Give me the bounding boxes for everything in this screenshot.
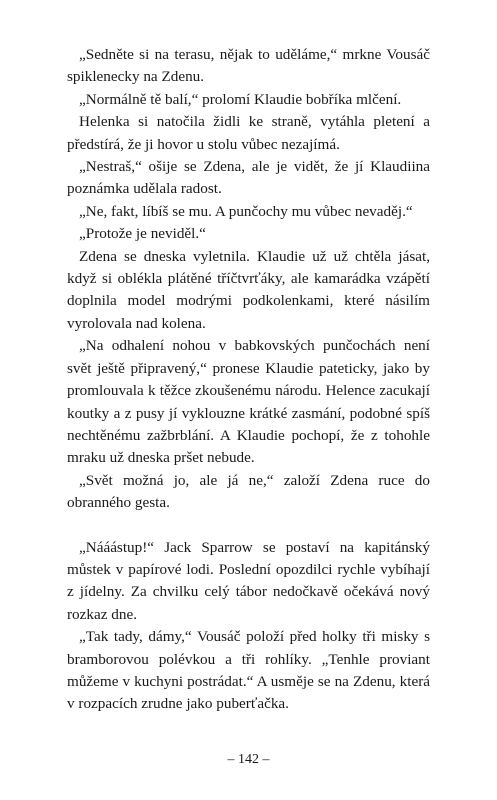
paragraph: Zdena se dneska vyletnila. Klaudie už už chtěla jásat, když si oblékla plátěné tříčtvrťáky, ale kamarádka vzápětí doplnila model modrými podkolenkami, které násilím vyrolovala nad kolena. <box>67 247 430 332</box>
section-2 <box>67 537 430 716</box>
paragraph: Helenka si natočila židli ke straně, vytáhla pletení a předstírá, že ji hovor u stolu vůbec nezajímá. <box>67 113 430 153</box>
paragraph: „Protože je neviděl.“ <box>79 225 206 243</box>
paragraph: „Nááástup!“ Jack Sparrow se postaví na kapitánský můstek v papírové lodi. Poslední opozdilci rychle vybíhají z jídelny. Za chvilku celý tábor nedočkavě očekává nový rozkaz dne. <box>67 538 430 623</box>
page-text <box>67 44 430 716</box>
section-break <box>67 515 430 537</box>
paragraph: „Ne, fakt, líbíš se mu. A punčochy mu vůbec nevaděj.“ <box>79 202 413 220</box>
paragraph: „Svět možná jo, ale já ne,“ založí Zdena ruce do obranného gesta. <box>67 471 430 512</box>
paragraph: „Tak tady, dámy,“ Vousáč položí před holky tři misky s bramborovou polévkou a tři rohlíky. „Tenhle proviant můžeme v kuchyni postrádat.“ A usměje se na Zdenu, která v rozpacích zrudne jako puberťačka. <box>67 628 430 713</box>
paragraph: „Sedněte si na terasu, nějak to uděláme,“ mrkne Vousáč spiklenecky na Zdenu. <box>67 46 430 86</box>
page-number: – 142 – <box>227 752 270 767</box>
paragraph: „Na odhalení nohou v babkovských punčochách není svět ještě připravený,“ pronese Klaudie pateticky, jako by promlouvala k těžce zkoušenému národu. Helence zacukají koutky a z pusy jí vyklouzne krátké zasmání, podobné spíš nechtěnému zažbrblání. A Klaudie pochopí, že z tohohle mraku už dneska pršet nebude. <box>67 337 430 467</box>
paragraph: „Nestraš,“ ošije se Zdena, ale je vidět, že jí Klaudiina poznámka udělala radost. <box>67 158 430 198</box>
paragraph: „Normálně tě balí,“ prolomí Klaudie bobříka mlčení. <box>79 90 402 108</box>
section-1 <box>67 44 430 515</box>
